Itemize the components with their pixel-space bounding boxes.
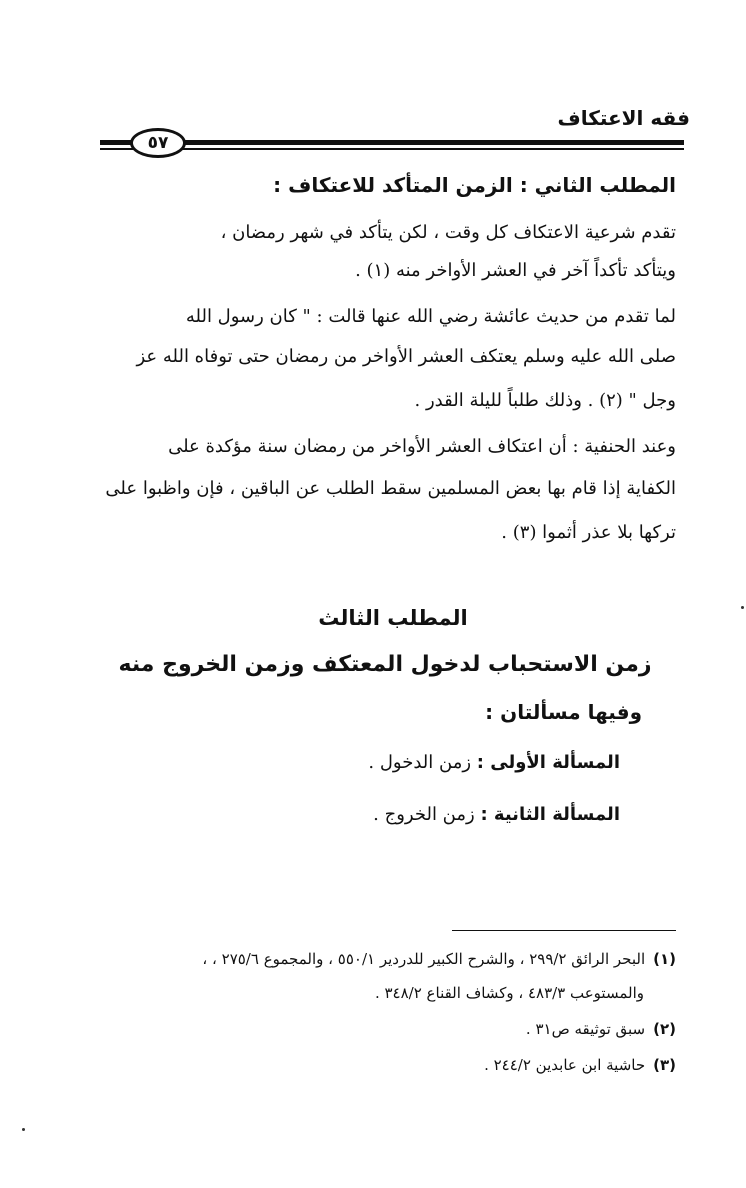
issue-1-label: المسألة الأولى :: [476, 752, 620, 773]
paragraph-line: تركها بلا عذر أثموا (٣) .: [501, 522, 676, 543]
footnote-2-number: (٢): [653, 1020, 676, 1038]
footnote-separator: [452, 930, 676, 931]
footnote-3-number: (٣): [653, 1056, 676, 1074]
paragraph-line: صلى الله عليه وسلم يعتكف العشر الأواخر من رمضان حتى توفاه الله عز: [136, 346, 676, 367]
footnote-1-text: البحر الرائق ٢٩٩/٢ ، والشرح الكبير للدردير ٥٥٠/١ ، والمجموع ٢٧٥/٦ ، ،: [202, 950, 646, 968]
issues-intro: وفيها مسألتان :: [485, 700, 642, 724]
page-number: ٥٧: [147, 133, 169, 153]
footnote-1-number: (١): [653, 950, 676, 968]
issue-1-text: زمن الدخول .: [368, 752, 477, 773]
header-rule-thin: [100, 148, 684, 150]
footnote-1-continuation: والمستوعب ٤٨٣/٣ ، وكشاف القناع ٣٤٨/٢ .: [374, 984, 644, 1002]
issue-1: [368, 752, 620, 773]
paragraph-line: ويتأكد تأكداً آخر في العشر الأواخر منه (١) .: [355, 260, 676, 281]
issue-2-text: زمن الخروج .: [373, 804, 481, 825]
section-heading: المطلب الثاني : الزمن المتأكد للاعتكاف :: [273, 173, 676, 197]
paragraph-line: الكفاية إذا قام بها بعض المسلمين سقط الطلب عن الباقين ، فإن واظبوا على: [105, 478, 676, 499]
paragraph-line: لما تقدم من حديث عائشة رضي الله عنها قالت : " كان رسول الله: [185, 306, 676, 327]
page-number-badge: [130, 128, 186, 158]
footnote-3-text: حاشية ابن عابدين ٢٤٤/٢ .: [484, 1056, 646, 1074]
footnote-3: [484, 1056, 676, 1074]
issue-2: [373, 804, 620, 825]
footnote-2-text: سبق توثيقه ص٣١ .: [525, 1020, 646, 1038]
footnote-1: [202, 950, 676, 968]
issue-2-label: المسألة الثانية :: [480, 804, 620, 825]
scan-speck: [741, 606, 744, 609]
running-title: فقه الاعتكاف: [557, 106, 690, 130]
scan-speck: [22, 1128, 25, 1131]
footnote-2: [526, 1020, 676, 1038]
section-title: المطلب الثالث: [318, 606, 468, 630]
header-rule: [100, 128, 684, 158]
paragraph-line: تقدم شرعية الاعتكاف كل وقت ، لكن يتأكد في شهر رمضان ،: [220, 222, 676, 243]
section-subtitle: زمن الاستحباب لدخول المعتكف وزمن الخروج منه: [118, 652, 652, 677]
paragraph-line: وجل " (٢) . وذلك طلباً لليلة القدر .: [414, 390, 676, 411]
paragraph-line: وعند الحنفية : أن اعتكاف العشر الأواخر من رمضان سنة مؤكدة على: [168, 436, 676, 457]
header-rule-thick: [100, 140, 684, 145]
